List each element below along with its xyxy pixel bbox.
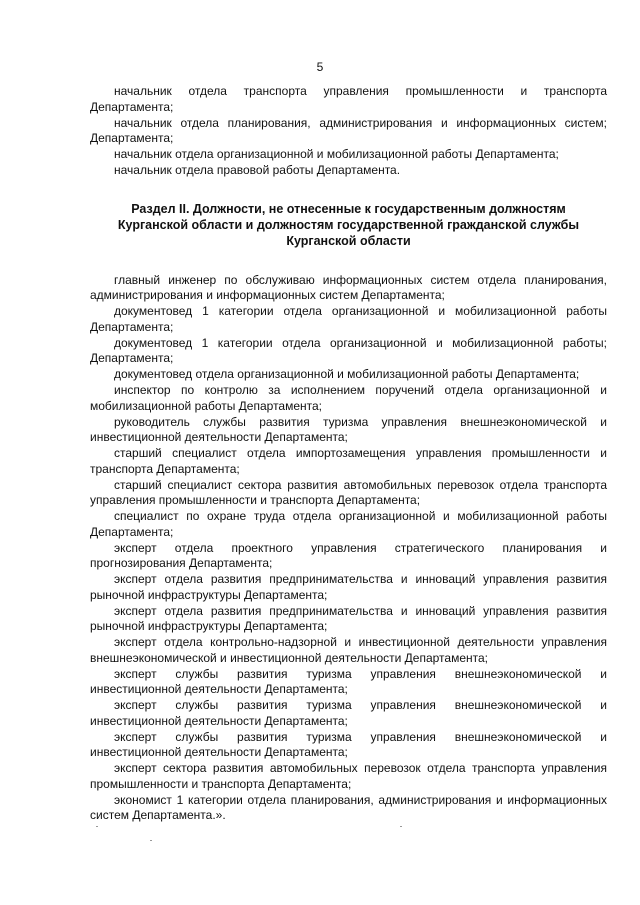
positions-list xyxy=(90,273,607,824)
scan-speck xyxy=(400,826,402,827)
section-title xyxy=(90,201,607,249)
section-title-line: Курганской области и должностям государственной гражданской службы xyxy=(117,217,580,232)
list-item: документовед 1 категории отдела организационной и мобилизационной работы; Департамента; xyxy=(90,335,607,365)
list-item: начальник отдела транспорта управления промышленности и транспорта Департамента; xyxy=(90,84,607,114)
list-item: эксперт сектора развития автомобильных перевозок отдела транспорта управления промышленности и транспорта Департамента; xyxy=(90,761,607,791)
list-item: специалист по охране труда отдела организационной и мобилизационной работы Департамента; xyxy=(90,509,607,539)
list-item: старший специалист сектора развития автомобильных перевозок отдела транспорта управления промышленности и транспорта Департамента; xyxy=(90,477,607,507)
list-item: начальник отдела правовой работы Департамента. xyxy=(114,163,401,177)
list-item: эксперт службы развития туризма управления внешнеэкономической и инвестиционной деятельности Департамента; xyxy=(90,729,607,759)
page-number: 5 xyxy=(316,60,324,74)
section-title-line: Раздел II. Должности, не отнесенные к государственным должностям xyxy=(131,201,566,216)
list-item: старший специалист отдела импортозамещения управления промышленности и транспорта Департамента; xyxy=(90,446,607,476)
list-item: главный инженер по обслуживаю информационных систем отдела планирования, администрирования и информационных систем Департамента; xyxy=(90,272,607,302)
intro-list xyxy=(90,84,607,179)
list-item: начальник отдела организационной и мобилизационной работы Департамента; xyxy=(114,147,559,161)
list-item: эксперт отдела развития предпринимательства и инноваций управления развития рыночной инфраструктуры Департамента; xyxy=(90,603,607,633)
scan-speck xyxy=(96,826,98,827)
list-item: начальник отдела планирования, администрирования и информационных систем; Департамента; xyxy=(90,115,607,145)
list-item: эксперт службы развития туризма управления внешнеэкономической и инвестиционной деятельности Департамента; xyxy=(90,666,607,696)
list-item: экономист 1 категории отдела планирования, администрирования и информационных систем Департамента.». xyxy=(90,792,607,822)
document-body xyxy=(90,84,607,824)
scan-speck xyxy=(150,840,152,841)
list-item: эксперт службы развития туризма управления внешнеэкономической и инвестиционной деятельности Департамента; xyxy=(90,698,607,728)
section-title-line: Курганской области xyxy=(286,233,411,248)
list-item: эксперт отдела проектного управления стратегического планирования и прогнозирования Департамента; xyxy=(90,540,607,570)
list-item: руководитель службы развития туризма управления внешнеэкономической и инвестиционной деятельности Департамента; xyxy=(90,414,607,444)
list-item: инспектор по контролю за исполнением поручений отдела организационной и мобилизационной работы Департамента; xyxy=(90,383,607,413)
list-item: документовед отдела организационной и мобилизационной работы Департамента; xyxy=(114,367,580,381)
list-item: эксперт отдела развития предпринимательства и инноваций управления развития рыночной инфраструктуры Департамента; xyxy=(90,572,607,602)
list-item: эксперт отдела контрольно-надзорной и инвестиционной деятельности управления внешнеэкономической и инвестиционной деятельности Департамента; xyxy=(90,635,607,665)
list-item: документовед 1 категории отдела организационной и мобилизационной работы Департамента; xyxy=(90,304,607,334)
